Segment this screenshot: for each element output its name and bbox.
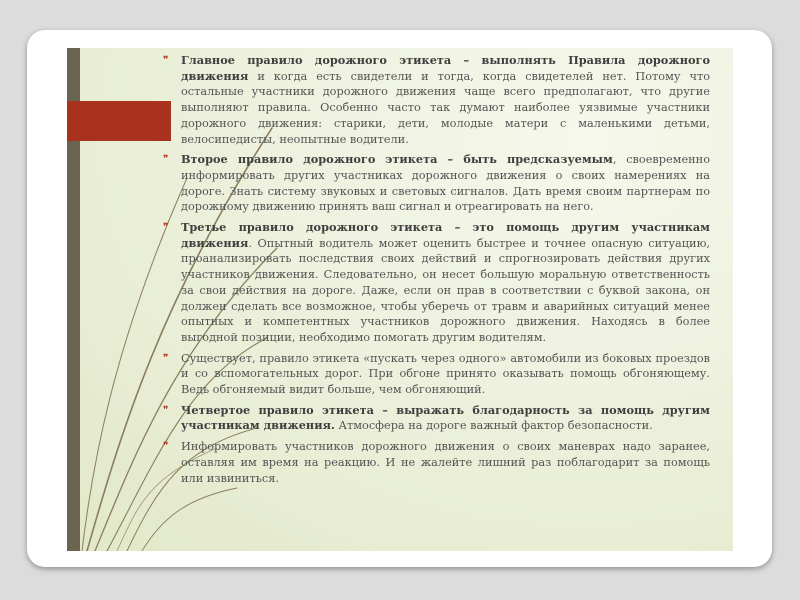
slide-content [163, 53, 710, 491]
slide [67, 48, 733, 551]
red-banner [67, 101, 171, 141]
paragraph-text: . Опытный водитель может оценить быстрее и точнее опасную ситуацию, проанализировать последствия своих действий и спрогнозировать действия других участников движения. Следовательно, он несет большую моральную ответственность за свои действия на дороге. Даже, если он прав в соответствии с буквой закона, он должен сделать все возможное, чтобы уберечь от травм и аварийных ситуаций менее опытных и компетентных участников дорожного движения. Находясь в более выгодной позиции, необходимо помогать другим водителям. [181, 236, 710, 344]
paragraph-lead: Второе правило дорожного этикета – быть предсказуемым [181, 152, 613, 167]
paragraph-6 [163, 439, 710, 486]
paragraph-text: Существует, правило этикета «пускать через одного» автомобили из боковых проездов и со вспомогательных дорог. При обгоне принято оказывать помощь обгоняющему. Ведь обгоняемый видит больше, чем обгоняющий. [181, 351, 710, 397]
arrow-bullet-icon: ❞ [163, 55, 169, 66]
paragraph-1 [163, 53, 710, 147]
paragraph-lead: Третье правило дорожного этикета – это помощь другим участникам движения [181, 220, 710, 250]
arrow-bullet-icon: ❞ [163, 222, 169, 234]
paragraph-text: Информировать участников дорожного движения о своих маневрах надо заранее, оставляя им время на реакцию. И не жалейте лишний раз поблагодарит за помощь или извиниться. [181, 440, 710, 485]
paragraph-lead: Четвертое правило этикета – выражать благодарность за помощь другим участникам движения. [181, 402, 710, 433]
paragraph-5 [163, 402, 710, 434]
arrow-bullet-icon: ❞ [163, 154, 169, 166]
paragraph-2 [163, 152, 710, 215]
paragraph-text: , своевременно информировать других участниках дорожного движения о своих намерениях на дороге. Знать систему звуковых и световых сигналов. Дать время своим партнерам по дорожному движению принять ваш сигнал и отреагировать на него. [181, 153, 710, 214]
paragraph-3 [163, 220, 710, 346]
arrow-bullet-icon: ❞ [163, 404, 169, 416]
paragraph-text: и когда есть свидетели и тогда, когда свидетелей нет. Потому что остальные участники дорожного движения чаще всего предполагают, что другие выполняют правила. Особенно часто так думают наиболее уязвимые участники дорожного движения: старики, дети, молодые матери с маленькими детьми, велосипедисты, неопытные водители. [181, 69, 710, 146]
paragraph-4 [163, 351, 710, 398]
arrow-bullet-icon: ❞ [163, 441, 169, 453]
paragraph-text: Атмосфера на дороге важный фактор безопасности. [334, 419, 653, 433]
paragraph-lead: Главное правило дорожного этикета – выполнять Правила дорожного движения [181, 53, 710, 83]
arrow-bullet-icon: ❞ [163, 352, 169, 364]
